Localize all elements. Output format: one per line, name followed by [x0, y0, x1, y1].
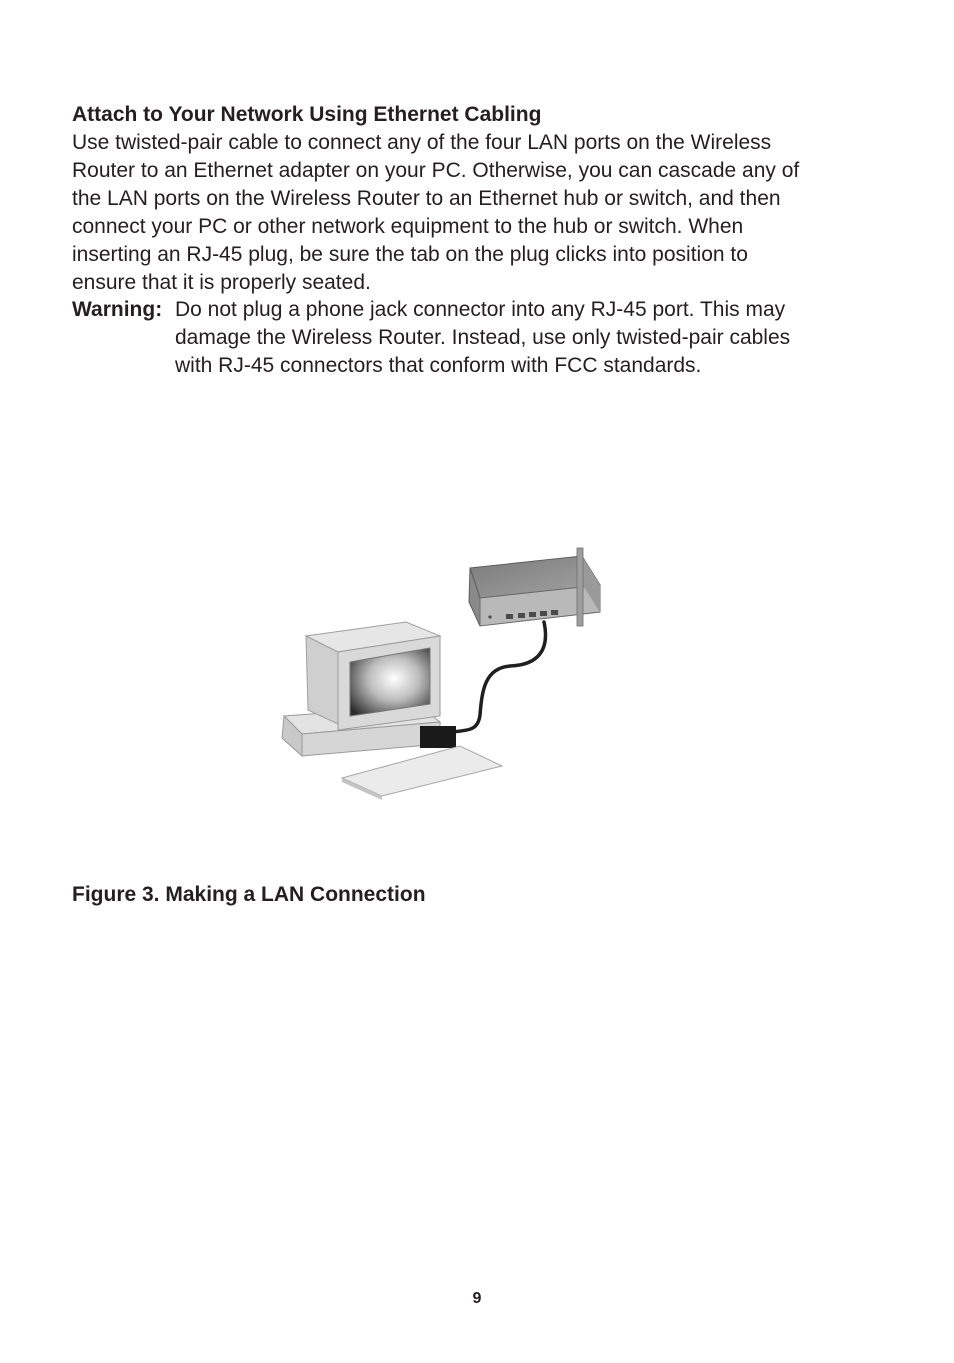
pc-router-illustration [270, 540, 630, 810]
warning-label: Warning: [72, 298, 163, 321]
warning-line: with RJ-45 connectors that conform with FCC standards. [175, 354, 702, 377]
router-icon [469, 548, 600, 626]
paragraph-line: ensure that it is properly seated. [72, 271, 371, 294]
page-number: 9 [472, 1290, 482, 1307]
paragraph-line: the LAN ports on the Wireless Router to an Ethernet hub or switch, and then [72, 187, 781, 210]
warning-line: Do not plug a phone jack connector into any RJ-45 port. This may [175, 298, 786, 321]
section-paragraph [72, 129, 932, 297]
keyboard-icon [342, 746, 502, 800]
ethernet-cable [452, 622, 546, 732]
paragraph-line: connect your PC or other network equipment to the hub or switch. When [72, 215, 744, 238]
paragraph-line: Router to an Ethernet adapter on your PC. Otherwise, you can cascade any of [72, 159, 800, 182]
monitor-icon [306, 622, 440, 730]
paragraph-line: inserting an RJ-45 plug, be sure the tab on the plug clicks into position to [72, 243, 748, 266]
warning-line: damage the Wireless Router. Instead, use only twisted-pair cables [175, 326, 791, 349]
section-heading: Attach to Your Network Using Ethernet Cabling [72, 103, 542, 126]
lan-connection-illustration [270, 540, 630, 810]
figure-caption: Figure 3. Making a LAN Connection [72, 883, 426, 906]
paragraph-line: Use twisted-pair cable to connect any of the four LAN ports on the Wireless [72, 131, 772, 154]
warning-text [175, 296, 895, 380]
